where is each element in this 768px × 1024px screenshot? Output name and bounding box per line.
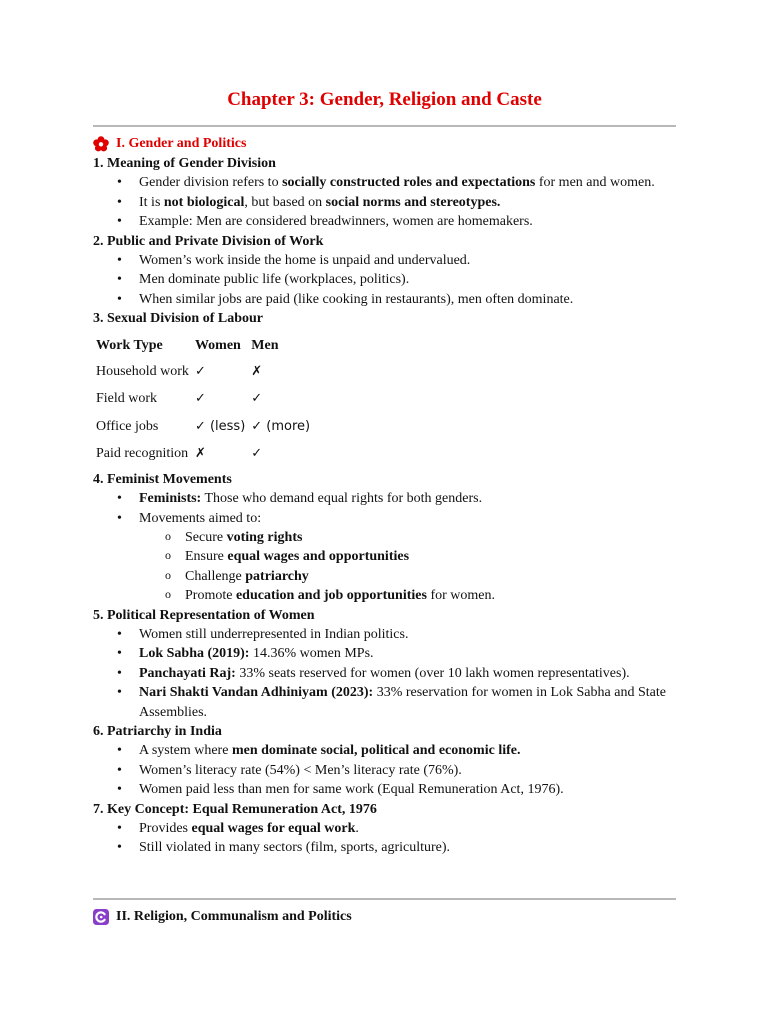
table-cell: ✓	[194, 364, 206, 380]
column-header: Women	[194, 337, 241, 353]
subheading: 7. Key Concept: Equal Remuneration Act, 1976	[93, 801, 377, 817]
table-row	[93, 414, 313, 441]
column-header: Men	[251, 337, 279, 353]
red-flower-icon	[93, 136, 109, 152]
list-item: • Women still underrepresented in Indian politics.	[139, 625, 676, 644]
list-item: • Women’s literacy rate (54%) < Men’s literacy rate (76%).	[139, 761, 676, 780]
list-item: • Still violated in many sectors (film, sports, agriculture).	[139, 838, 676, 857]
bullet-list	[93, 625, 676, 722]
list-item: • Panchayati Raj: 33% seats reserved for women (over 10 lakh women representatives).	[139, 664, 676, 683]
table-cell: ✓	[251, 446, 263, 462]
table-row	[93, 359, 313, 386]
table-cell: Field work	[96, 391, 158, 407]
sub-list-item: o Challenge patriarchy	[185, 567, 676, 586]
subheading: 2. Public and Private Division of Work	[93, 233, 324, 249]
section-title: II. Religion, Communalism and Politics	[116, 909, 352, 924]
divider	[93, 898, 676, 900]
subheading: 3. Sexual Division of Labour	[93, 311, 263, 327]
table-row	[93, 441, 313, 468]
section-heading-religion	[93, 908, 352, 926]
table-cell: ✗	[194, 446, 206, 462]
page-title: Chapter 3: Gender, Religion and Caste	[227, 89, 542, 110]
labour-table	[93, 334, 313, 469]
table-cell: ✗	[251, 364, 263, 380]
table-cell: ✓	[194, 391, 206, 407]
bullet-list	[93, 173, 676, 231]
list-item: • Provides equal wages for equal work.	[139, 819, 676, 838]
section-title: I. Gender and Politics	[116, 136, 247, 151]
list-item: • It is not biological, but based on social norms and stereotypes.	[139, 193, 676, 212]
table-cell: ✓	[251, 391, 263, 407]
table-cell: ✓ (less)	[194, 418, 246, 434]
list-item: • Lok Sabha (2019): 14.36% women MPs.	[139, 644, 676, 663]
subheading: 1. Meaning of Gender Division	[93, 156, 276, 171]
list-item: • Women paid less than men for same work (Equal Remuneration Act, 1976).	[139, 780, 676, 799]
list-item: • Women’s work inside the home is unpaid and undervalued.	[139, 251, 676, 270]
list-item: • A system where men dominate social, political and economic life.	[139, 741, 676, 760]
list-item: • Nari Shakti Vandan Adhiniyam (2023): 33% reservation for women in Lok Sabha and State Assemblies.	[139, 683, 676, 722]
table-cell: Household work	[96, 364, 189, 380]
sub-list-item: o Secure voting rights	[185, 528, 676, 547]
subheading: 4. Feminist Movements	[93, 471, 232, 487]
sub-list-item: o Ensure equal wages and opportunities	[185, 547, 676, 566]
purple-logo-icon	[93, 909, 109, 925]
table-cell: Paid recognition	[96, 446, 189, 462]
bullet-list	[93, 489, 676, 605]
section-heading-gender	[93, 135, 246, 153]
section-content	[93, 154, 676, 858]
list-item: • Feminists: Those who demand equal rights for both genders.	[139, 489, 676, 508]
sub-list	[139, 528, 676, 606]
subheading: 6. Patriarchy in India	[93, 723, 222, 739]
table-row	[93, 386, 313, 413]
list-item: • Men dominate public life (workplaces, politics).	[139, 270, 676, 289]
list-item: • Gender division refers to socially constructed roles and expectations for men and women.	[139, 173, 676, 192]
table-header-row	[93, 334, 313, 359]
subheading: 5. Political Representation of Women	[93, 607, 315, 623]
bullet-list	[93, 819, 676, 858]
divider	[93, 125, 676, 127]
bullet-list	[93, 251, 676, 309]
column-header: Work Type	[96, 337, 163, 353]
list-item: • When similar jobs are paid (like cooking in restaurants), men often dominate.	[139, 290, 676, 309]
list-item: • Movements aimed to: o Secure voting rights o Ensure equal wages and opportunities o Challenge patriarchy o Promote education and job opportunities for women.	[139, 509, 676, 606]
table-cell: ✓ (more)	[251, 418, 311, 434]
bullet-list	[93, 741, 676, 799]
sub-list-item: o Promote education and job opportunities for women.	[185, 586, 676, 605]
table-cell: Office jobs	[96, 418, 159, 434]
list-item: • Example: Men are considered breadwinners, women are homemakers.	[139, 212, 676, 231]
